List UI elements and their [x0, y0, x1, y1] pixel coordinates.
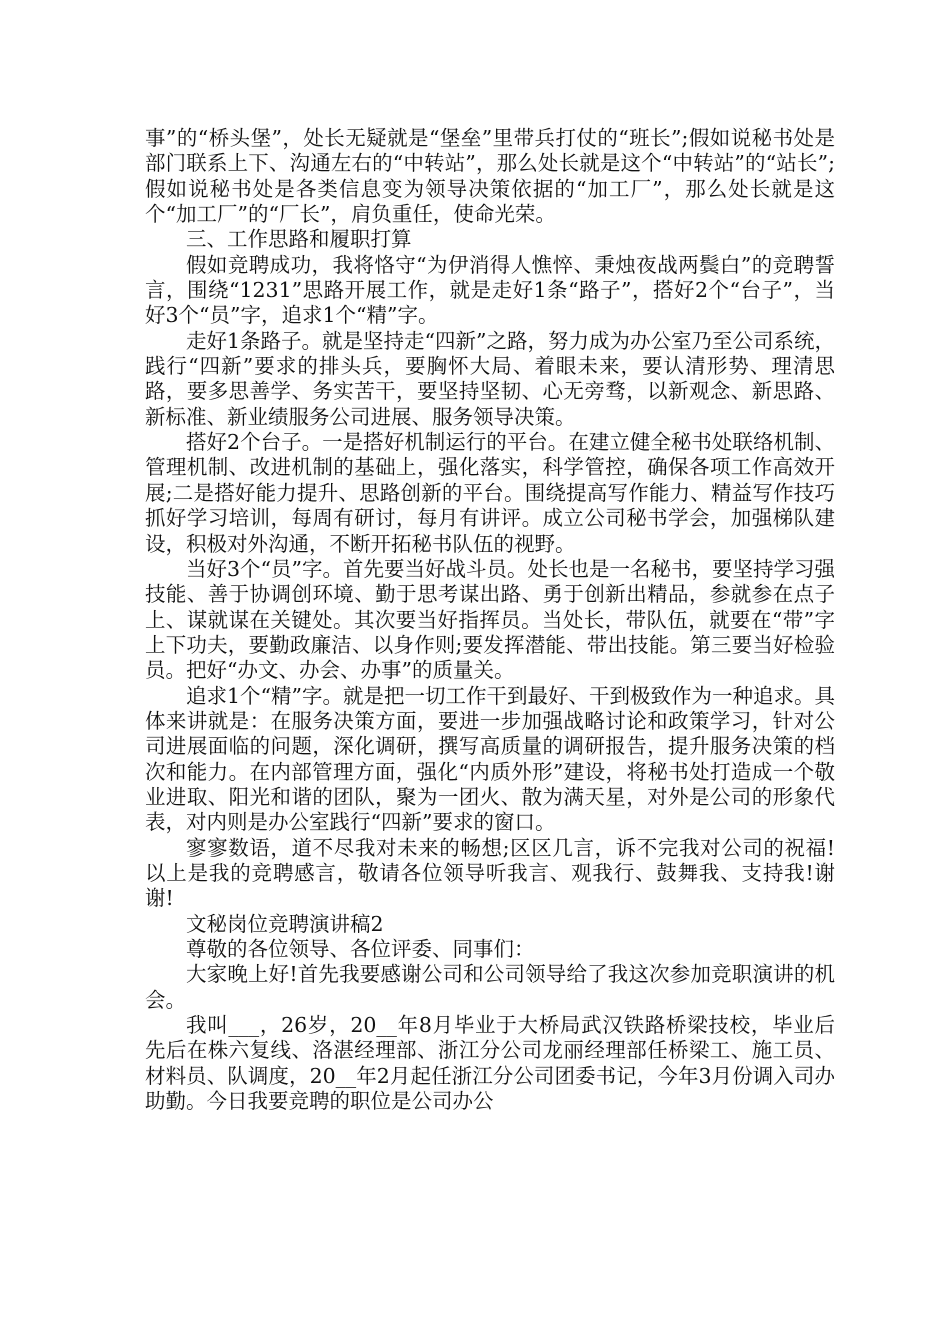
salutation: 尊敬的各位领导、各位评委、同事们： — [186, 937, 535, 961]
paragraph-three-roles: 当好3个“员”字。首先要当好战斗员。处长也是一名秘书，要坚持学习强技能、善于协调创环境、勤于思考谋出路、勇于创新出精品，参就参在点子上、谋就谋在关键处。其次要当好指挥员。当处长，带队伍，就要在“带”字上下功夫，要勤政廉洁、以身作则;要发挥潜能、带出技能。第三要当好检验员。把好“办文、办会、办事”的质量关。 — [145, 556, 836, 683]
paragraph-pledge: 假如竞聘成功，我将恪守“为伊消得人憔悴、秉烛夜战两鬓白”的竞聘誓言，围绕“1231”思路开展工作，就是走好1条“路子”，搭好2个“台子”，当好3个“员”字，追求1个“精”字。 — [145, 252, 835, 328]
paragraph-one-excellence: 追求1个“精”字。就是把一切工作干到最好、干到极致作为一种追求。具体来讲就是：在服务决策方面，要进一步加强战略讨论和政策学习，针对公司进展面临的问题，深化调研，撰写高质量的调研报告，提升服务决策的档次和能力。在内部管理方面，强化“内质外形”建设，将秘书处打造成一个敬业进取、阳光和谐的团队，聚为一团火、散为满天星，对外是公司的形象代表，对内则是办公室践行“四新”要求的窗口。 — [145, 683, 836, 835]
paragraph-self-intro: 我叫___，26岁，20__年8月毕业于大桥局武汉铁路桥梁技校，毕业后先后在株六复线、洛湛经理部、浙江分公司龙丽经理部任桥梁工、施工员、材料员、队调度，20__年2月起任浙江分公司团委书记，今年3月份调入司办助勤。今日我要竞聘的职位是公司办公 — [145, 1013, 835, 1114]
paragraph-closing: 寥寥数语，道不尽我对未来的畅想;区区几言，诉不完我对公司的祝福!以上是我的竞聘感言，敬请各位领导听我言、观我行、鼓舞我、支持我!谢谢! — [145, 835, 835, 911]
speech-title-2: 文秘岗位竞聘演讲稿2 — [186, 911, 384, 936]
paragraph-intro: 事”的“桥头堡”，处长无疑就是“堡垒”里带兵打仗的“班长”;假如说秘书处是部门联系上下、沟通左右的“中转站”，那么处长就是这个“中转站”的“站长”;假如说秘书处是各类信息变为领导决策依据的“加工厂”，那么处长就是这个“加工厂”的“厂长”，肩负重任，使命光荣。 — [145, 126, 835, 227]
section-heading-work-plan: 三、工作思路和履职打算 — [186, 227, 412, 252]
paragraph-one-path: 走好1条路子。就是坚持走“四新”之路，努力成为办公室乃至公司系统，践行“四新”要求的排头兵，要胸怀大局、着眼未来，要认清形势、理清思路，要多思善学、务实苦干，要坚持坚韧、心无旁骛，以新观念、新思路、新标准、新业绩服务公司进展、服务领导决策。 — [145, 328, 836, 429]
paragraph-two-platforms: 搭好2个台子。一是搭好机制运行的平台。在建立健全秘书处联络机制、管理机制、改进机制的基础上，强化落实，科学管控，确保各项工作高效开展;二是搭好能力提升、思路创新的平台。围绕提高写作能力、精益写作技巧抓好学习培训，每周有研讨，每月有讲评。成立公司秘书学会，加强梯队建设，积极对外沟通，不断开拓秘书队伍的视野。 — [145, 430, 835, 556]
document-body — [145, 126, 835, 1114]
paragraph-greeting: 大家晚上好!首先我要感谢公司和公司领导给了我这次参加竞职演讲的机会。 — [145, 962, 835, 1012]
